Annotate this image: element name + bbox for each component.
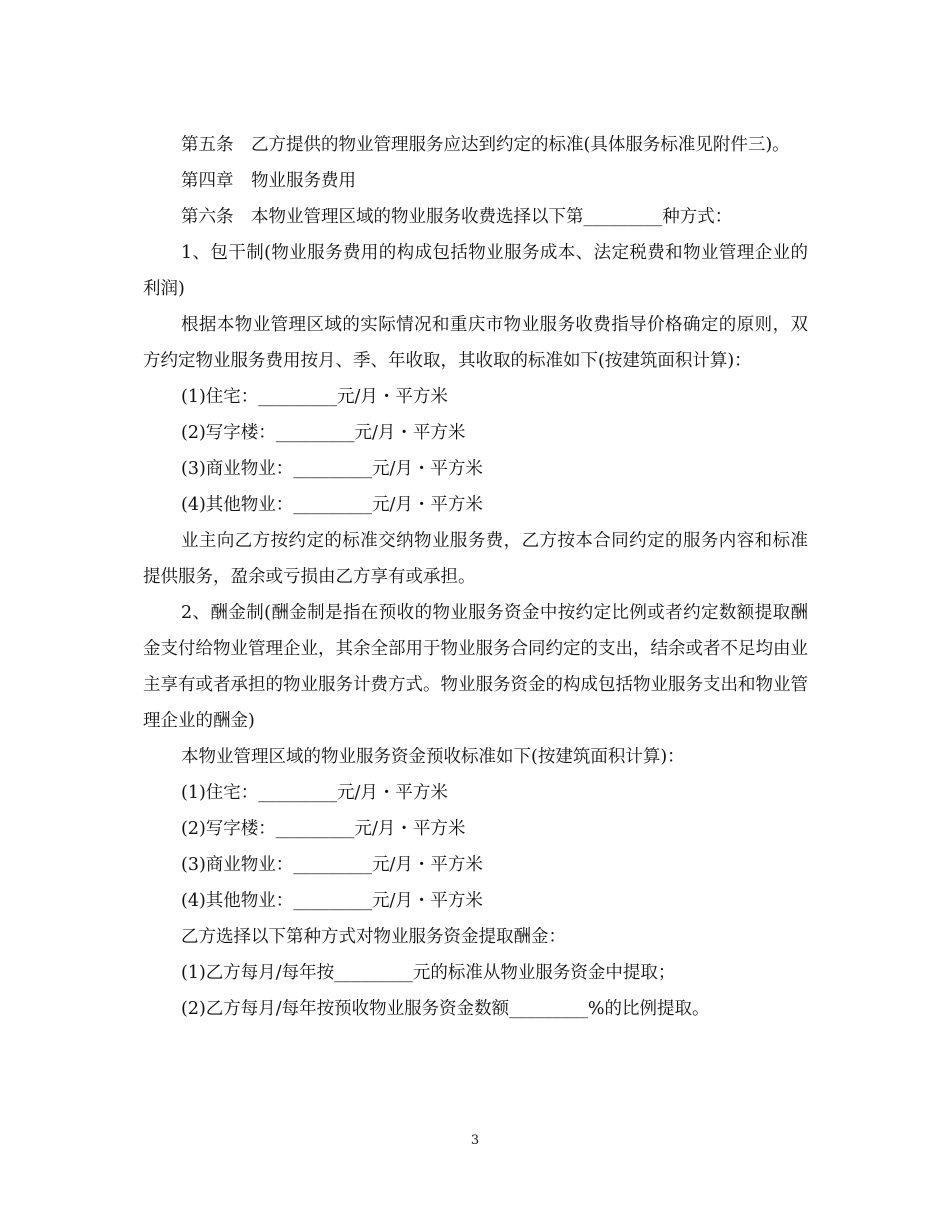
remuneration-method-fixed: (1)乙方每月/每年按_________元的标准从物业服务资金中提取； [181,963,676,983]
remuneration-fee-residential: (1)住宅：_________元/月・平方米 [181,783,448,803]
remuneration-standard-paragraph: 本物业管理区域的物业服务资金预收标准如下(按建筑面积计算)： [181,747,685,767]
lump-sum-obligation-paragraph: 业主向乙方按约定的标准交纳物业服务费，乙方按本合同约定的服务内容和标准提供服务，盈余或亏损由乙方享有或承担。 [143,531,808,587]
lump-sum-fee-other: (4)其他物业：_________元/月・平方米 [181,495,483,515]
lump-sum-system-paragraph: 1、包干制(物业服务费用的构成包括物业服务成本、法定税费和物业管理企业的利润) [143,243,808,299]
page-number: 3 [470,1133,480,1148]
lump-sum-fee-commercial: (3)商业物业：_________元/月・平方米 [181,459,483,479]
remuneration-method-percentage: (2)乙方每月/每年按预收物业服务资金数额_________%的比例提取。 [181,999,710,1019]
lump-sum-fee-residential: (1)住宅：_________元/月・平方米 [181,387,448,407]
remuneration-method-paragraph: 乙方选择以下第种方式对物业服务资金提取酬金： [181,927,566,947]
chapter-4-heading: 第四章 物业服务费用 [181,171,356,191]
remuneration-fee-commercial: (3)商业物业：_________元/月・平方米 [181,855,483,875]
lump-sum-fee-office: (2)写字楼：_________元/月・平方米 [181,423,466,443]
article-5-paragraph: 第五条 乙方提供的物业管理服务应达到约定的标准(具体服务标准见附件三)。 [181,135,790,155]
remuneration-fee-office: (2)写字楼：_________元/月・平方米 [181,819,466,839]
remuneration-fee-other: (4)其他物业：_________元/月・平方米 [181,891,483,911]
document-body [143,127,808,1027]
remuneration-system-paragraph: 2、酬金制(酬金制是指在预收的物业服务资金中按约定比例或者约定数额提取酬金支付给物业管理企业，其余全部用于物业服务合同约定的支出，结余或者不足均由业主享有或者承担的物业服务计费方式。物业服务资金的构成包括物业服务支出和物业管理企业的酬金) [143,603,808,731]
lump-sum-basis-paragraph: 根据本物业管理区域的实际情况和重庆市物业服务收费指导价格确定的原则，双方约定物业服务费用按月、季、年收取，其收取的标准如下(按建筑面积计算)： [143,315,808,371]
article-6-paragraph: 第六条 本物业管理区域的物业服务收费选择以下第_________种方式： [181,207,733,227]
